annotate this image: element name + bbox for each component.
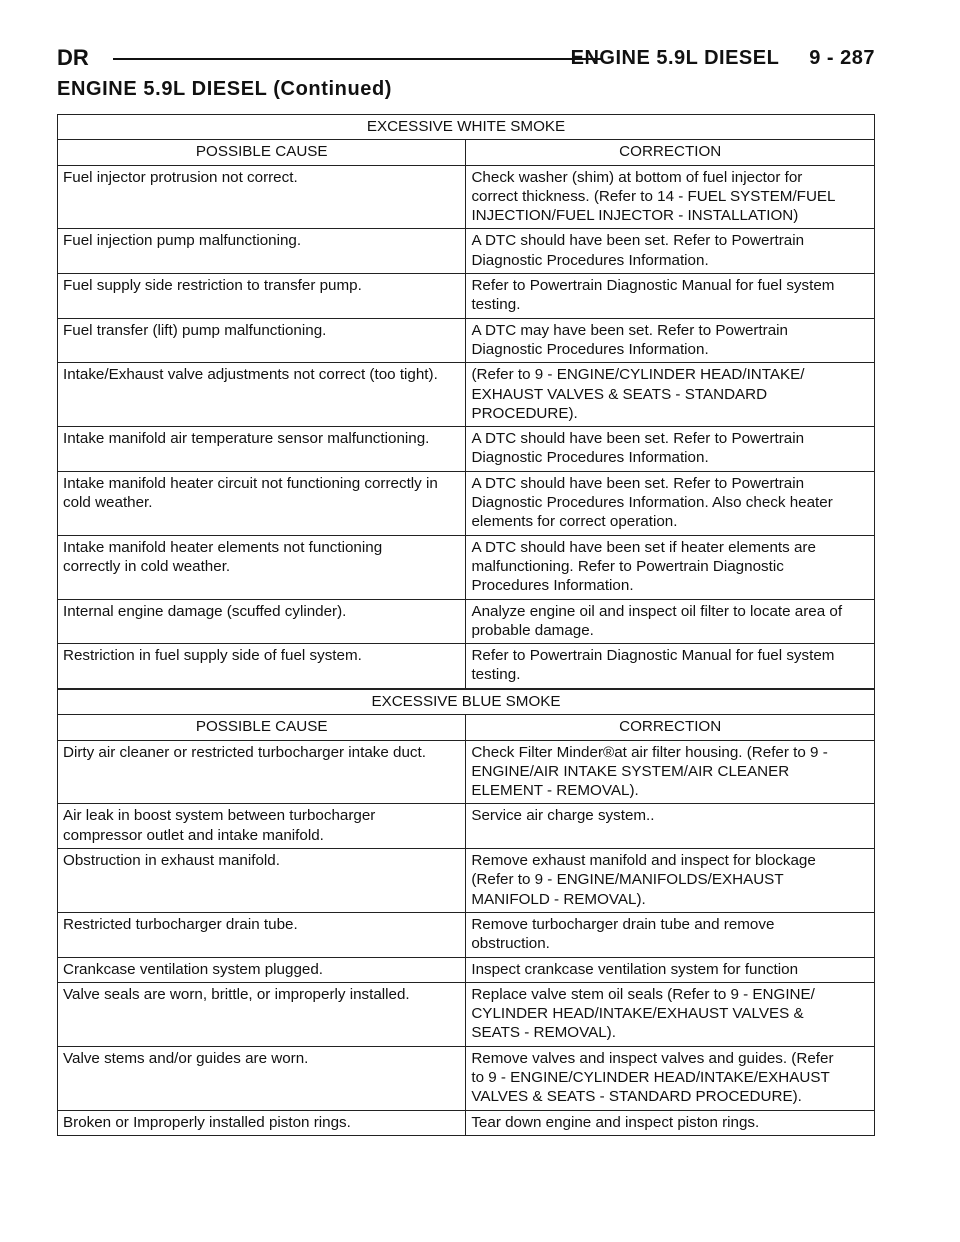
- column-header-correction: CORRECTION: [466, 715, 875, 740]
- table-row: [58, 471, 875, 535]
- table-title: EXCESSIVE WHITE SMOKE: [58, 115, 875, 140]
- correction-cell: Service air charge system..: [466, 804, 875, 849]
- cause-cell: Air leak in boost system between turbocharger compressor outlet and intake manifold.: [58, 804, 466, 849]
- column-header-correction: CORRECTION: [466, 140, 875, 165]
- correction-cell: A DTC should have been set if heater elements are malfunctioning. Refer to Powertrain Diagnostic Procedures Information.: [466, 535, 875, 599]
- cause-cell: Fuel supply side restriction to transfer pump.: [58, 274, 466, 319]
- cause-cell: Intake manifold heater elements not functioning correctly in cold weather.: [58, 535, 466, 599]
- correction-cell: (Refer to 9 - ENGINE/CYLINDER HEAD/INTAKE/ EXHAUST VALVES & SEATS - STANDARD PROCEDURE).: [466, 363, 875, 427]
- table-row: [58, 912, 875, 957]
- cause-cell: Fuel transfer (lift) pump malfunctioning.: [58, 318, 466, 363]
- table-row: [58, 363, 875, 427]
- correction-cell: Remove turbocharger drain tube and remove obstruction.: [466, 912, 875, 957]
- cause-cell: Valve stems and/or guides are worn.: [58, 1046, 466, 1110]
- cause-cell: Crankcase ventilation system plugged.: [58, 957, 466, 982]
- correction-cell: Remove exhaust manifold and inspect for blockage (Refer to 9 - ENGINE/MANIFOLDS/EXHAUST MANIFOLD - REMOVAL).: [466, 849, 875, 913]
- header-page-ref: ENGINE 5.9L DIESEL 9 - 287: [570, 47, 875, 69]
- cause-cell: Restricted turbocharger drain tube.: [58, 912, 466, 957]
- correction-cell: Check washer (shim) at bottom of fuel injector for correct thickness. (Refer to 14 - FUEL SYSTEM/FUEL INJECTION/FUEL INJECTOR - INSTALLATION): [466, 165, 875, 229]
- cause-cell: Fuel injection pump malfunctioning.: [58, 229, 466, 274]
- correction-cell: Check Filter Minder®at air filter housing. (Refer to 9 - ENGINE/AIR INTAKE SYSTEM/AIR CLEANER ELEMENT - REMOVAL).: [466, 740, 875, 804]
- header-section-code: DR: [57, 45, 89, 70]
- cause-cell: Restriction in fuel supply side of fuel system.: [58, 644, 466, 689]
- cause-cell: Fuel injector protrusion not correct.: [58, 165, 466, 229]
- table-row: [58, 1046, 875, 1110]
- correction-cell: A DTC should have been set. Refer to Powertrain Diagnostic Procedures Information.: [466, 229, 875, 274]
- cause-cell: Dirty air cleaner or restricted turbocharger intake duct.: [58, 740, 466, 804]
- table-row: [58, 599, 875, 644]
- table-row: [58, 535, 875, 599]
- table-title: EXCESSIVE BLUE SMOKE: [58, 690, 875, 715]
- table-row: [58, 1110, 875, 1135]
- cause-cell: Internal engine damage (scuffed cylinder).: [58, 599, 466, 644]
- table-row: [58, 957, 875, 982]
- blue-smoke-table: [57, 689, 875, 1136]
- table-row: [58, 229, 875, 274]
- cause-cell: Intake/Exhaust valve adjustments not correct (too tight).: [58, 363, 466, 427]
- table-row: [58, 318, 875, 363]
- column-header-cause: POSSIBLE CAUSE: [58, 715, 466, 740]
- column-header-cause: POSSIBLE CAUSE: [58, 140, 466, 165]
- white-smoke-table: [57, 114, 875, 689]
- page-header: [57, 44, 875, 72]
- table-row: [58, 849, 875, 913]
- correction-cell: Remove valves and inspect valves and guides. (Refer to 9 - ENGINE/CYLINDER HEAD/INTAKE/EXHAUST VALVES & SEATS - STANDARD PROCEDURE).: [466, 1046, 875, 1110]
- correction-cell: Inspect crankcase ventilation system for function: [466, 957, 875, 982]
- table-row: [58, 740, 875, 804]
- correction-cell: Replace valve stem oil seals (Refer to 9 - ENGINE/ CYLINDER HEAD/INTAKE/EXHAUST VALVES & SEATS - REMOVAL).: [466, 982, 875, 1046]
- cause-cell: Obstruction in exhaust manifold.: [58, 849, 466, 913]
- cause-cell: Broken or Improperly installed piston rings.: [58, 1110, 466, 1135]
- page-subtitle: ENGINE 5.9L DIESEL (Continued): [57, 78, 393, 100]
- correction-cell: Tear down engine and inspect piston rings.: [466, 1110, 875, 1135]
- correction-cell: Refer to Powertrain Diagnostic Manual for fuel system testing.: [466, 274, 875, 319]
- table-row: [58, 982, 875, 1046]
- cause-cell: Intake manifold heater circuit not functioning correctly in cold weather.: [58, 471, 466, 535]
- cause-cell: Intake manifold air temperature sensor malfunctioning.: [58, 427, 466, 472]
- table-row: [58, 165, 875, 229]
- correction-cell: A DTC should have been set. Refer to Powertrain Diagnostic Procedures Information. Also check heater elements for correct operation.: [466, 471, 875, 535]
- table-row: [58, 804, 875, 849]
- table-row: [58, 274, 875, 319]
- correction-cell: Analyze engine oil and inspect oil filter to locate area of probable damage.: [466, 599, 875, 644]
- table-row: [58, 427, 875, 472]
- header-rule: [113, 58, 603, 60]
- table-row: [58, 644, 875, 689]
- correction-cell: A DTC may have been set. Refer to Powertrain Diagnostic Procedures Information.: [466, 318, 875, 363]
- correction-cell: Refer to Powertrain Diagnostic Manual for fuel system testing.: [466, 644, 875, 689]
- correction-cell: A DTC should have been set. Refer to Powertrain Diagnostic Procedures Information.: [466, 427, 875, 472]
- cause-cell: Valve seals are worn, brittle, or improperly installed.: [58, 982, 466, 1046]
